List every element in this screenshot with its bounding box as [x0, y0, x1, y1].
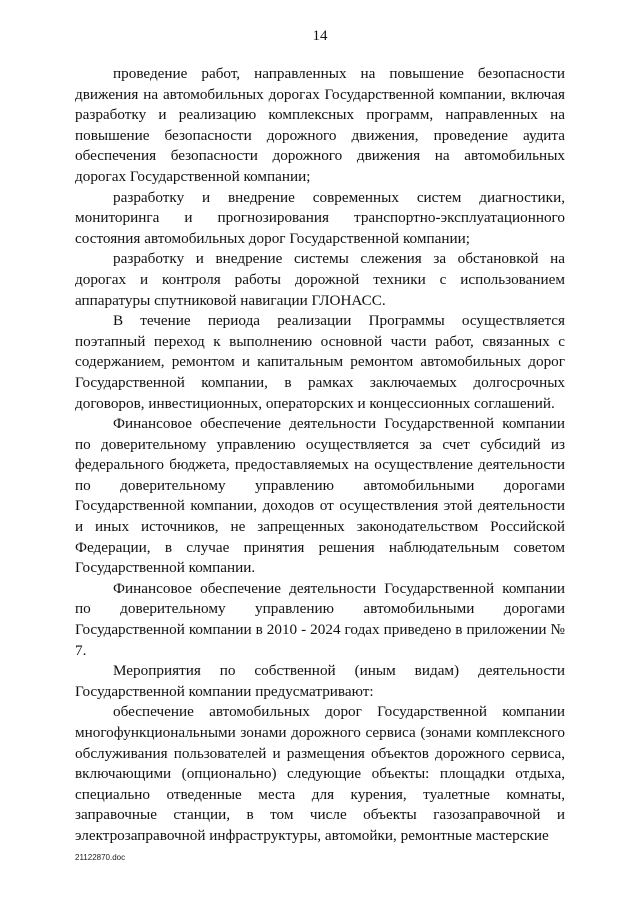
document-body	[75, 64, 565, 847]
paragraph-glonass: разработку и внедрение системы слежения за обстановкой на дорогах и контроля работы дорожной техники с использованием аппаратуры спутниковой навигации ГЛОНАСС.	[75, 250, 565, 309]
paragraph-financing-appendix: Финансовое обеспечение деятельности Государственной компании по доверительному управлению автомобильными дорогами Государственной компании в 2010 - 2024 годах приведено в приложении № 7.	[75, 579, 565, 659]
page-number: 14	[312, 28, 328, 44]
paragraph-diagnostics: разработку и внедрение современных систем диагностики, мониторинга и прогнозирования транспортно-эксплуатационного состояния автомобильных дорог Государственной компании;	[75, 188, 565, 247]
paragraph-own-activities: Мероприятия по собственной (иным видам) деятельности Государственной компании предусматривают:	[75, 662, 565, 700]
footer-filename: 21122870.doc	[75, 853, 126, 862]
paragraph-service-zones: обеспечение автомобильных дорог Государственной компании многофункциональными зонами дорожного сервиса (зонами комплексного обслуживания пользователей и размещения объектов дорожного сервиса, включающими (опционально) следующие объекты: площадки отдыха, специально отведенные места для курения, туалетные комнаты, заправочные станции, в том числе объекты газозаправочной и электрозаправочной инфраструктуры, автомойки, ремонтные мастерские	[75, 703, 565, 844]
paragraph-road-safety: проведение работ, направленных на повышение безопасности движения на автомобильных дорогах Государственной компании, включая разработку и реализацию комплексных программ, направленных на повышение безопасности дорожного движения, проведение аудита обеспечения безопасности дорожного движения на автомобильных дорогах Государственной компании;	[75, 65, 565, 185]
paragraph-financing-sources: Финансовое обеспечение деятельности Государственной компании по доверительному управлению осуществляется за счет субсидий из федерального бюджета, предоставляемых на осуществление деятельности по доверительному управлению автомобильными дорогами Государственной компании, доходов от осуществления этой деятельности и иных источников, не запрещенных законодательством Российской Федерации, в случае принятия решения наблюдательным советом Государственной компании.	[75, 415, 565, 577]
paragraph-phased-transition: В течение периода реализации Программы осуществляется поэтапный переход к выполнению основной части работ, связанных с содержанием, ремонтом и капитальным ремонтом автомобильных дорог Государственной компании, в рамках заключаемых долгосрочных договоров, инвестиционных, операторских и концессионных соглашений.	[75, 312, 565, 412]
